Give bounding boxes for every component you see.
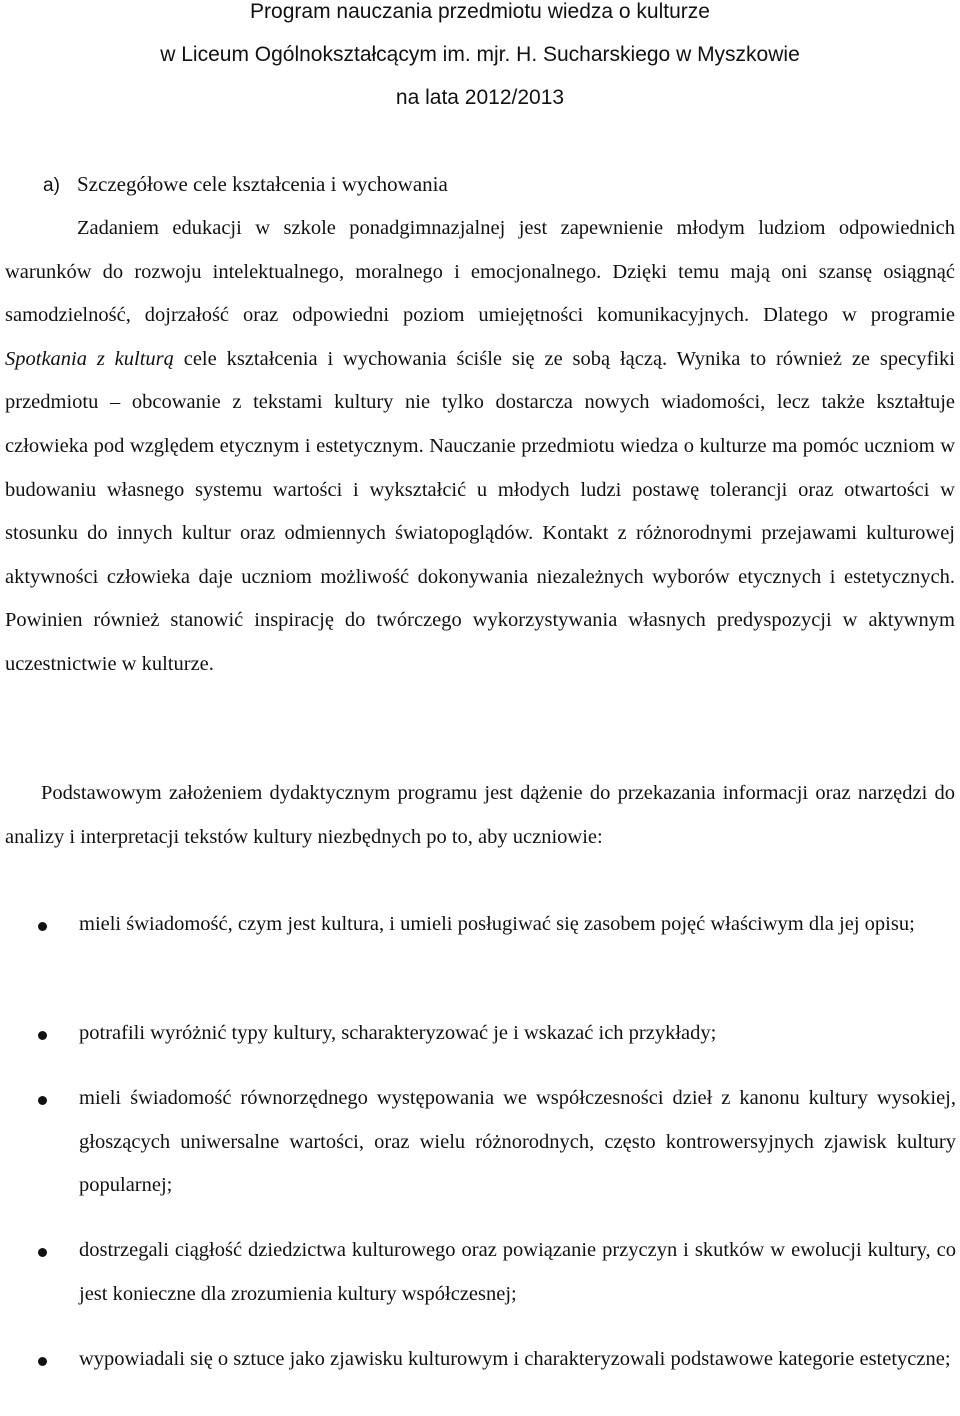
program-title-italic: Spotkania z kulturą [5,347,174,370]
list-item-text: mieli świadomość, czym jest kultura, i umieli posługiwać się zasobem pojęć właściwym dla jej opisu; [79,913,915,935]
list-item-text: mieli świadomość równorzędnego występowania we współczesności dzieł z kanonu kultury wysokiej, głoszących uniwersalne wartości, oraz wielu różnorodnych, często kontrowersyjnych zjawisk kultury popularnej; [79,1087,956,1197]
section-marker: a) [43,175,60,196]
bullet-dot-icon [38,1096,47,1105]
header-title-line: Program nauczania przedmiotu wiedza o kulturze [250,0,710,23]
list-item-text: potrafili wyróżnić typy kultury, scharakteryzować je i wskazać ich przykłady; [79,1022,717,1044]
section-heading [43,172,448,197]
header-years-line: na lata 2012/2013 [395,86,565,109]
bullet-dot-icon [38,922,47,931]
bullet-dot-icon [38,1031,47,1040]
paragraph-goals [5,207,955,687]
section-title: Szczegółowe cele kształcenia i wychowania [77,172,448,196]
list-item-text: wypowiadali się o sztuce jako zjawisku kulturowym i charakteryzowali podstawowe kategorie estetyczne; [79,1348,951,1370]
paragraph-goals-part1: Zadaniem edukacji w szkole ponadgimnazjalnej jest zapewnienie młodym ludziom odpowiednich warunków do rozwoju intelektualnego, moralnego i emocjonalnego. Dzięki temu mają oni szansę osiągnąć samodzielność, dojrzałość oraz odpowiedni poziom umiejętności komunikacyjnych. Dlatego w programie [5,217,955,327]
paragraph-didactic: Podstawowym założeniem dydaktycznym programu jest dążenie do przekazania informacji oraz narzędzi do analizy i interpretacji tekstów kultury niezbędnych po to, aby uczniowie: [5,782,955,848]
header-school-line: w Liceum Ogólnokształcącym im. mjr. H. Sucharskiego w Myszkowie [160,43,800,66]
bullet-dot-icon [38,1357,47,1366]
list-item-text: dostrzegali ciągłość dziedzictwa kulturowego oraz powiązanie przyczyn i skutków w ewolucji kultury, co jest konieczne dla zrozumienia kultury współczesnej; [79,1239,956,1305]
bullet-dot-icon [38,1248,47,1257]
paragraph-goals-part2: cele kształcenia i wychowania ściśle się ze sobą łączą. Wynika to również ze specyfiki przedmiotu – obcowanie z tekstami kultury nie tylko dostarcza nowych wiadomości, lecz także kształtuje człowieka pod względem etycznym i estetycznym. Nauczanie przedmiotu wiedza o kulturze ma pomóc uczniom w budowaniu własnego systemu wartości i wykształcić u młodych ludzi postawę tolerancji oraz otwartości w stosunku do innych kultur oraz odmiennych światopoglądów. Kontakt z różnorodnymi przejawami kulturowej aktywności człowieka daje uczniom możliwość dokonywania niezależnych wyborów etycznych i estetycznych. Powinien również stanowić inspirację do twórczego wykorzystywania własnych predyspozycji w aktywnym uczestnictwie w kulturze. [5,347,956,675]
